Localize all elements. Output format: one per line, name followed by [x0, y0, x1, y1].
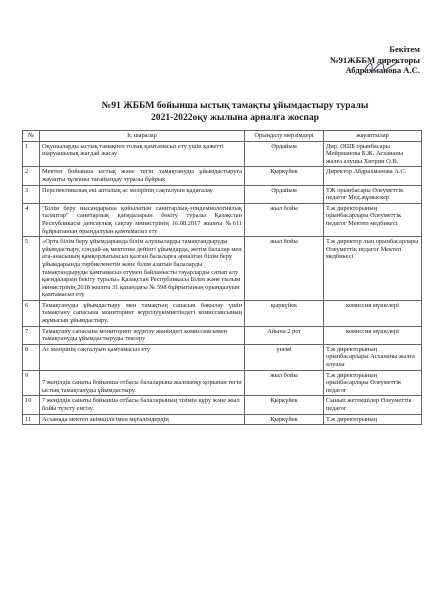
row-num: 2: [23, 167, 40, 185]
row-responsible: Дир. ӘШБ орынбасары Мейрманова Б.Ж. Асхананы жалға алушы Хитрин О.В.: [324, 141, 422, 167]
row-num: 6: [23, 300, 40, 326]
header-num: №: [23, 131, 40, 142]
row-responsible: Т.ж директорының орынбасарлары Өлеуметтік педагог Мектеп медбикесі: [324, 203, 422, 236]
row-responsible: Сынып жетекшілер Өлеуметтік педагог: [324, 396, 422, 414]
approval-heading: Бекітем: [389, 44, 420, 54]
title-line-1: №91 ЖББМ бойынша ыстық тамақты ұйымдастыру туралы: [101, 100, 369, 111]
document-title: [40, 100, 424, 124]
row-activity: Оқушыларды ыстық тамақпен толық қамтамасыз ету үшін қажетті шаруашылық жағдай жасау: [40, 141, 245, 167]
row-responsible: Т.ж директор лын орынбасарлары Өлеуметтік педагог Мектеп медбикесі: [324, 237, 422, 301]
row-num: 3: [23, 185, 40, 203]
table-row: [23, 370, 422, 396]
row-term: Айына 2 рет: [245, 326, 324, 344]
plan-table: [22, 130, 422, 425]
row-term: үнемі: [245, 344, 324, 370]
row-responsible: Т.ж директорының: [324, 414, 422, 425]
table-row: [23, 167, 422, 185]
row-term: жыл бойы: [245, 370, 324, 396]
row-responsible: комиссия мүшелері: [324, 300, 422, 326]
table-row: [23, 344, 422, 370]
row-num: 1: [23, 141, 40, 167]
table-row: [23, 326, 422, 344]
header-activity: Іс шаралар: [40, 131, 245, 142]
approval-position: №91ЖББМ директоры: [329, 54, 420, 65]
row-num: 4: [23, 203, 40, 236]
table-header-row: [23, 131, 422, 142]
table-row: [23, 300, 422, 326]
row-activity: Асханада мектеп әкімшілігімен мұғалімдердің: [40, 414, 245, 425]
row-term: Қыркүйек: [245, 414, 324, 425]
row-responsible: Т.ж директорының орынбасарлары Өлеуметтік педагог: [324, 370, 422, 396]
table-row: [23, 237, 422, 301]
row-activity: Ас мәзірінің сақталуын қамтамасыз ету: [40, 344, 245, 370]
table-row: [23, 414, 422, 425]
title-line-2: 2021-2022оқу жылына арналға жоспар: [150, 112, 320, 123]
row-responsible: Директор Абдрахманова А.С.: [324, 167, 422, 185]
table-row: [23, 141, 422, 167]
row-term: жыл бойы: [245, 203, 324, 236]
row-activity: 7 жеңілдік санаты бойынша отбасы балаларының тізімін құру және жыл бойы түзету енгізу.: [40, 396, 245, 414]
row-term: жыл бойы: [245, 237, 324, 301]
row-term: Қыркүйек: [245, 396, 324, 414]
header-term: Орындалу мерзімдері: [245, 131, 324, 142]
row-responsible: ТЖ орынбасары Өлеуметтік педагог Мед.жұмыскер: [324, 185, 422, 203]
row-num: 11: [23, 414, 40, 425]
row-num: 10: [23, 396, 40, 414]
row-activity: «Орта білім беру ұйымдарында білім алушыларды тамақтандыруды ұйымдастыру, сондай-ақ мектепке дейінгі ұйымдарда, жетім балалар мен ата-анасының қамқорлығынсыз қалған балаларға арналған білім беру ұйымдарында тәрбиеленетін және білім алатын балаларды тамақтандыруды қамтамасыз етумен байланысты тауарларды сатып алу қағидаларын бекіту туралы» Қазақстан Республикасы Білім және ғылым министрінің 2018 жылғы 31 қазандағы № 598 бұйрығының орындалуын қамтамасыз ету: [40, 237, 245, 301]
table-row: [23, 203, 422, 236]
row-activity: 7 жеңілдік санаты бойынша отбасы балаларына жалпыоқу қорынан тегін ыстық тамақтануды ұйымдастыру.: [40, 370, 245, 396]
row-activity: Тамақтануды ұйымдастыру мен тамақтың сапасын бақылау үшін тамақтану сапасына мониторинг жүргізуүкімиетіндегі комиссиясының жұмысын ұйымдастыру.: [40, 300, 245, 326]
row-activity: "Білім беру нысандарына қойылатын санитарлық-эпидемиологиялық талаптар" санитарлық қағидаларын бекіту туралы Қазақстан Республикасы денсаулық сақтау министрінің 16.08.2017 жылғы №611 бұйрығының орындалуын қамтамасыз ету: [40, 203, 245, 236]
row-num: 8: [23, 344, 40, 370]
row-term: қыркүйек: [245, 300, 324, 326]
table-row: [23, 396, 422, 414]
row-num: 9: [23, 370, 40, 396]
header-responsible: жауаптылар: [324, 131, 422, 142]
row-num: 7: [23, 326, 40, 344]
row-term: Қыркүйек: [245, 167, 324, 185]
row-activity: Мектеп бойынша ыстық және тегін тамақтануды ұйымдастыруға жауапты тұлғаны тағайындау туралы бұйрық: [40, 167, 245, 185]
approval-name: Абдрахманова А.С.: [345, 65, 420, 75]
director-signature: [361, 58, 401, 76]
row-num: 5: [23, 237, 40, 301]
row-term: Әрдайым: [245, 185, 324, 203]
row-activity: Тамақтану сапасына мониторинг жүргізу жөніндегі комиссиясымен тамақтануды ұйымдастыруды тексеру: [40, 326, 245, 344]
row-term: Әрдайым: [245, 141, 324, 167]
row-responsible: комиссия мүшелері: [324, 326, 422, 344]
table-row: [23, 185, 422, 203]
row-activity: Перспективалық екі апталық ас мәзірінің сақталуын қадағалау: [40, 185, 245, 203]
row-responsible: Т.ж директорының орынбасарлары Асхананы жалға алушы: [324, 344, 422, 370]
